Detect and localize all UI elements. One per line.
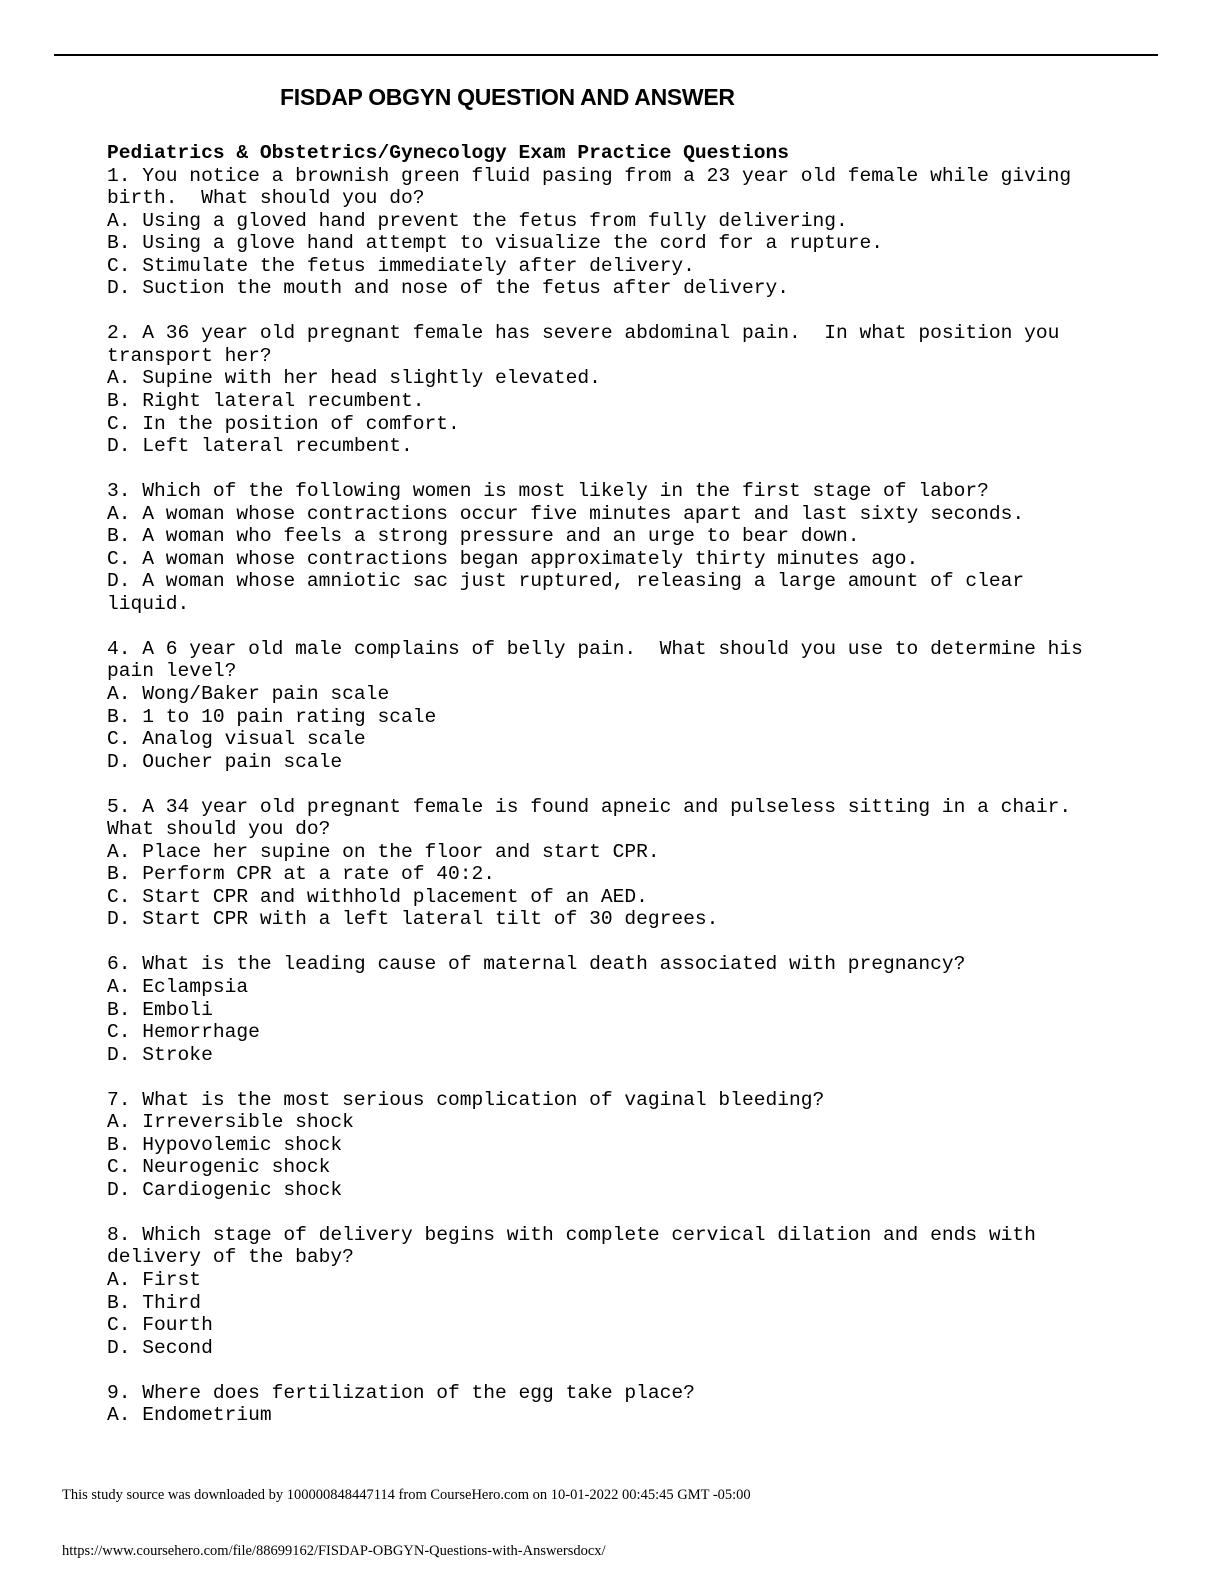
question-text: 4. A 6 year old male complains of belly pain. What should you use to determine his [107,637,1083,660]
answer-option: D. Second [107,1336,213,1359]
question-text: 5. A 34 year old pregnant female is found apneic and pulseless sitting in a chair. [107,795,1072,818]
answer-option: C. Analog visual scale [107,728,366,751]
question-text: 1. You notice a brownish green fluid pasing from a 23 year old female while giving [107,164,1072,187]
footer-source-note: This study source was downloaded by 100000848447114 from CourseHero.com on 10-01-2022 00:45:45 GMT -05:00 [62,1487,751,1503]
answer-option: A. Eclampsia [107,976,249,998]
answer-option: B. 1 to 10 pain rating scale [107,705,437,728]
question-3 [107,480,1107,615]
question-4 [107,638,1107,773]
answer-option: C. Neurogenic shock [107,1156,331,1179]
answer-option: D. Left lateral recumbent. [107,435,413,458]
answer-option: liquid. [107,592,190,615]
question-text: 2. A 36 year old pregnant female has severe abdominal pain. In what position you [107,322,1060,345]
question-text: 7. What is the most serious complication of vaginal bleeding? [107,1088,825,1111]
answer-option: A. Endometrium [107,1404,272,1427]
document-body [107,142,1107,1449]
answer-option: A. First [107,1269,202,1292]
answer-option: D. A woman whose amniotic sac just ruptured, releasing a large amount of clear [107,570,1025,593]
question-list [107,165,1107,1427]
question-2 [107,322,1107,457]
answer-option: B. Third [107,1291,202,1314]
question-text: 8. Which stage of delivery begins with complete cervical dilation and ends with [107,1223,1036,1246]
question-7 [107,1089,1107,1202]
answer-option: A. A woman whose contractions occur five minutes apart and last sixty seconds. [107,502,1025,525]
question-text: birth. What should you do? [107,187,425,210]
question-text: 6. What is the leading cause of maternal death associated with pregnancy? [107,953,966,976]
question-8 [107,1224,1107,1359]
answer-option: C. Fourth [107,1314,213,1337]
answer-option: D. Start CPR with a left lateral tilt of 30 degrees. [107,908,719,931]
answer-option: A. Using a gloved hand prevent the fetus from fully delivering. [107,209,848,232]
answer-option: B. Perform CPR at a rate of 40:2. [107,863,496,886]
answer-option: C. Hemorrhage [107,1021,260,1044]
top-divider [54,54,1158,56]
answer-option: B. Using a glove hand attempt to visualize the cord for a rupture. [107,232,884,255]
answer-option: C. A woman whose contractions began approximately thirty minutes ago. [107,547,919,570]
question-text: 3. Which of the following women is most likely in the first stage of labor? [107,480,989,503]
answer-option: A. Irreversible shock [107,1111,354,1134]
question-9 [107,1382,1107,1427]
question-6 [107,953,1107,1066]
answer-option: B. Emboli [107,998,213,1021]
question-5 [107,796,1107,931]
question-text: transport her? [107,344,272,367]
answer-option: B. Hypovolemic shock [107,1133,343,1156]
question-text: What should you do? [107,818,331,841]
answer-option: C. Stimulate the fetus immediately after delivery. [107,254,695,277]
answer-option: B. A woman who feels a strong pressure and an urge to bear down. [107,525,860,548]
document-title: FISDAP OBGYN QUESTION AND ANSWER [280,84,735,110]
footer-url[interactable]: https://www.coursehero.com/file/88699162/FISDAP-OBGYN-Questions-with-Answersdocx/ [62,1543,606,1559]
answer-option: D. Cardiogenic shock [107,1178,343,1201]
answer-option: D. Oucher pain scale [107,750,343,773]
answer-option: D. Suction the mouth and nose of the fetus after delivery. [107,277,789,300]
answer-option: B. Right lateral recumbent. [107,389,425,412]
answer-option: A. Wong/Baker pain scale [107,682,390,705]
answer-option: C. In the position of comfort. [107,412,460,435]
answer-option: A. Place her supine on the floor and start CPR. [107,840,660,863]
section-heading: Pediatrics & Obstetrics/Gynecology Exam Practice Questions [107,142,789,164]
question-text: pain level? [107,660,237,683]
question-text: delivery of the baby? [107,1246,354,1269]
question-text: 9. Where does fertilization of the egg take place? [107,1381,695,1404]
answer-option: C. Start CPR and withhold placement of an AED. [107,885,648,908]
question-1 [107,165,1107,300]
answer-option: D. Stroke [107,1043,213,1066]
answer-option: A. Supine with her head slightly elevated. [107,367,601,390]
